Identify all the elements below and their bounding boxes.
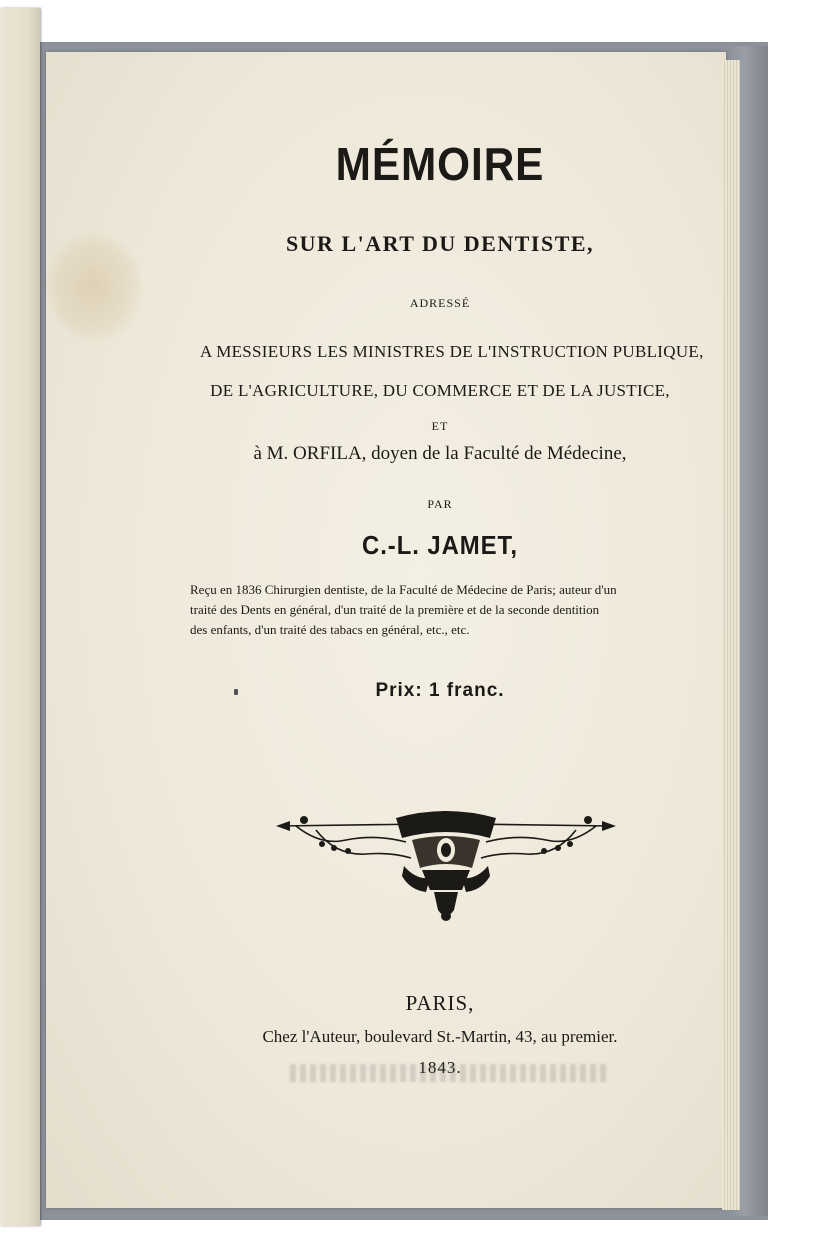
conjunction-label: ET — [431, 419, 449, 433]
author-credentials — [190, 580, 710, 640]
page-block-edge — [722, 60, 740, 1210]
show-through-text — [290, 1064, 610, 1082]
credentials-line: Reçu en 1836 Chirurgien dentiste, de la Faculté de Médecine de Paris; auteur d'un — [190, 582, 617, 597]
price: Prix: 1 franc. — [375, 680, 505, 701]
imprint-address: Chez l'Auteur, boulevard St.-Martin, 43, au premier. — [262, 1027, 618, 1046]
book-subtitle: SUR L'ART DU DENTISTE, — [285, 231, 595, 256]
recipients-line-3: à M. ORFILA, doyen de la Faculté de Médecine, — [253, 443, 627, 464]
book-title: MÉMOIRE — [335, 138, 545, 190]
recipients-line-1: A MESSIEURS LES MINISTRES DE L'INSTRUCTION PUBLIQUE, — [200, 342, 704, 361]
left-page-edge — [0, 8, 40, 1226]
credentials-line: traité des Dents en général, d'un traité de la première et de la seconde dentition — [190, 602, 600, 617]
credentials-line: des enfants, d'un traité des tabacs en général, etc., etc. — [190, 622, 470, 637]
recipients-line-2: DE L'AGRICULTURE, DU COMMERCE ET DE LA JUSTICE, — [210, 381, 670, 400]
addressed-label: ADRESSÉ — [409, 296, 471, 310]
imprint-city: PARIS, — [405, 991, 475, 1015]
imprint-year: 1843. — [418, 1058, 462, 1077]
printer-ornament-icon — [276, 806, 616, 926]
author-name: C.-L. JAMET, — [362, 530, 518, 560]
by-label: PAR — [427, 497, 453, 511]
